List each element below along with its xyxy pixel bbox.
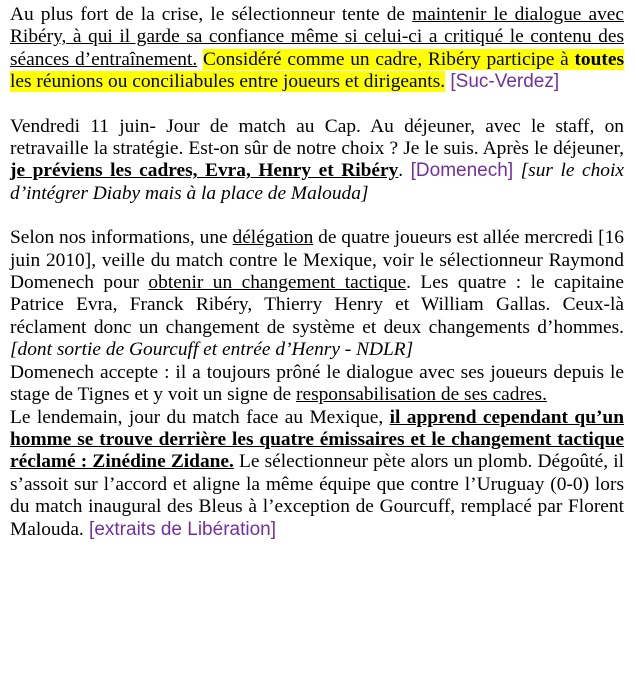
text-run: Vendredi 11 juin- Jour de match au Cap. Au déjeuner, avec le staff, on retravaille la stratégie. Est-on sûr de notre choix ? Je le suis. Après le déjeuner, [10, 115, 624, 160]
underlined-text: maintenir le dialogue avec Ribéry, à qui il garde sa confiance même si celui-ci a critiqué le contenu des séances d’entraînement. [10, 4, 624, 70]
text-run: Le lendemain, jour du match face au Mexique, [10, 406, 390, 428]
italic-note: [dont sortie de Gourcuff et entrée d’Henry - NDLR] [10, 339, 414, 361]
text-run: Selon nos informations, une [10, 227, 233, 249]
bold-underlined-text: je préviens les cadres, Evra, Henry et Ribéry [10, 160, 399, 182]
source-label-domenech: [Domenech] [410, 160, 514, 182]
text-run: . Les quatre : le capitaine Patrice Evra, Franck Ribéry, Thierry Henry et William Gallas. Ceux-là réclament donc un changement de système et deux changements d’hommes. [10, 272, 624, 338]
underlined-text: obtenir un changement tactique [148, 272, 407, 294]
text-run: de quatre joueurs est allée mercredi [16 juin 2010], veille du match contre le Mexique, voir le sélectionneur Raymond Domenech pour [10, 227, 625, 294]
highlighted-bold-text: toutes [574, 48, 624, 70]
paragraph-zidane [10, 407, 624, 541]
highlighted-text: les réunions ou conciliabules entre joueurs et dirigeants. [10, 71, 446, 93]
text-run: . [398, 160, 411, 182]
document-body [10, 4, 624, 541]
paragraph-delegation [10, 227, 624, 361]
source-label-suc-verdez: [Suc-Verdez] [445, 71, 560, 93]
highlighted-text: Considéré comme un cadre, Ribéry participe à [202, 48, 575, 70]
paragraph-spacer [10, 205, 624, 227]
text-run: Au plus fort de la crise, le sélectionneur tente de [10, 4, 413, 25]
paragraph-domenech-diary [10, 116, 624, 206]
bold-underlined-text: il apprend cependant qu’un homme se trouve derrière les quatre émissaires et le changement tactique réclamé : Zinédine Zidane. [10, 406, 624, 473]
paragraph-spacer [10, 94, 624, 116]
underlined-text: responsabilisation de ses cadres. [296, 384, 547, 406]
text-run: Le sélectionneur pète alors un plomb. Dégoûté, il s’assoit sur l’accord et aligne la même équipe que contre l’Uruguay (0-0) lors du match inaugural des Bleus à l’exception de Gourcuff, remplacé par Florent Malouda. [10, 451, 624, 540]
paragraph-domenech-accepts [10, 362, 624, 407]
italic-note: [sur le choix d’intégrer Diaby mais à la place de Malouda] [10, 160, 624, 204]
paragraph-ribery-confidence [10, 4, 624, 94]
source-label-liberation: [extraits de Libération] [83, 518, 276, 540]
text-run: Domenech accepte : il a toujours prôné le dialogue avec ses joueurs depuis le stage de Tignes et y voit un signe de [10, 361, 624, 406]
underlined-text: délégation [232, 227, 314, 249]
